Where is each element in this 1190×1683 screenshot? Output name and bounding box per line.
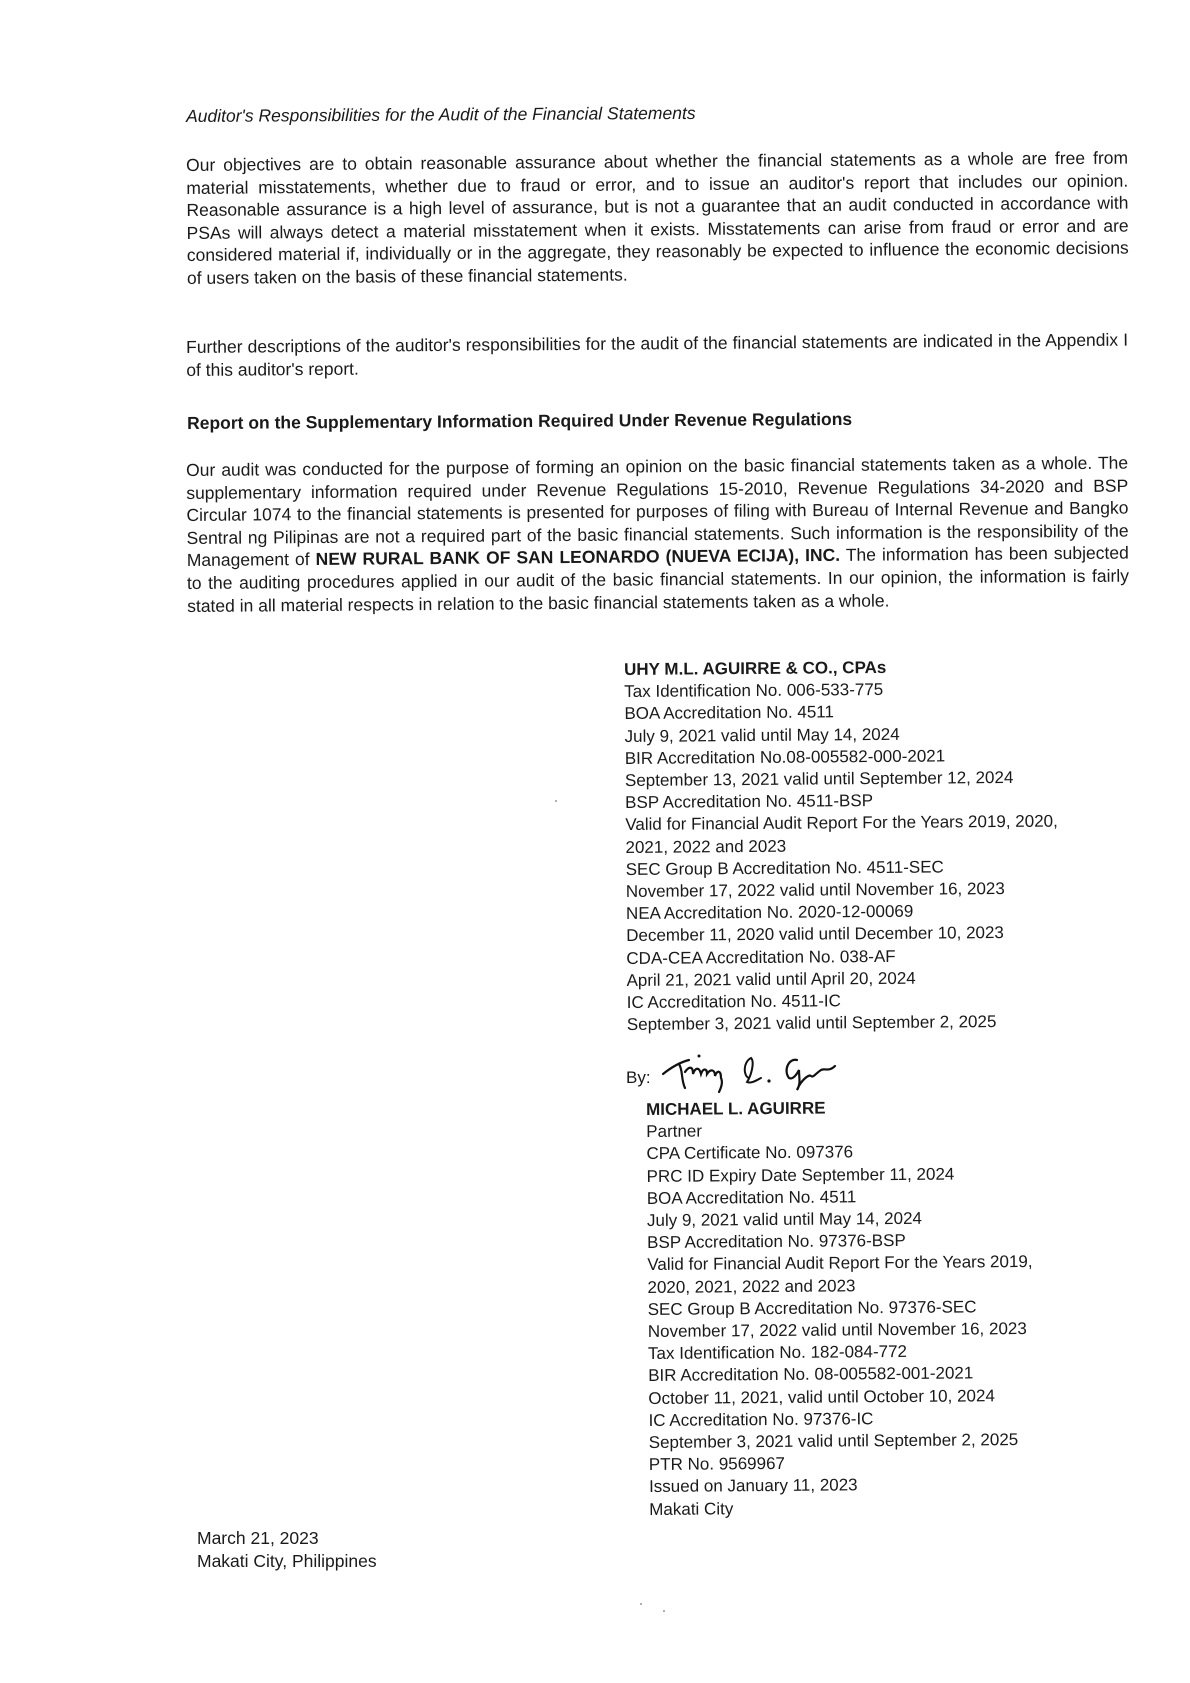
partner-line: Tax Identification No. 182-084-772 — [647, 1342, 908, 1364]
firm-line: 2021, 2022 and 2023 — [625, 836, 787, 857]
firm-line: September 13, 2021 valid until September 12, 2024 — [624, 767, 1014, 791]
partner-line: Makati City — [649, 1498, 734, 1519]
partner-line: CPA Certificate No. 097376 — [646, 1142, 854, 1164]
firm-line: IC Accreditation No. 4511-IC — [626, 991, 841, 1013]
by-label: By: — [626, 1068, 651, 1087]
firm-line: Valid for Financial Audit Report For the Years 2019, 2020, — [625, 812, 1058, 835]
firm-line: CDA-CEA Accreditation No. 038-AF — [626, 946, 896, 968]
firm-line: April 21, 2021 valid until April 20, 2024 — [626, 968, 916, 990]
further-descriptions-paragraph: Further descriptions of the auditor's responsibilities for the audit of the financial statements are indicated in the Appendix I of this auditor's report. — [186, 329, 1129, 380]
firm-line: NEA Accreditation No. 2020-12-00069 — [625, 901, 914, 924]
partner-line: PTR No. 9569967 — [648, 1454, 786, 1475]
paragraph-text-after: The information has been subjected to the auditing procedures applied in our audit of the basic financial statements. In our opinion, the information is fairly stated in all material respects in relation to the basic financial statements taken as a whole. — [186, 542, 1130, 616]
firm-line: September 3, 2021 valid until September 2, 2025 — [626, 1012, 997, 1035]
report-place: Makati City, Philippines — [197, 1551, 377, 1571]
partner-line: Partner — [646, 1121, 703, 1142]
partner-line: BSP Accreditation No. 97376-BSP — [647, 1231, 906, 1253]
partner-name: MICHAEL L. AGUIRRE — [646, 1098, 826, 1119]
partner-line: BOA Accreditation No. 4511 — [646, 1187, 857, 1208]
partner-line: Valid for Financial Audit Report For the Years 2019, — [647, 1252, 1033, 1275]
signature-icon — [659, 1048, 849, 1094]
report-date-block — [197, 1527, 377, 1573]
firm-line: July 9, 2021 valid until May 14, 2024 — [624, 724, 900, 746]
scan-speck — [663, 1610, 665, 1612]
partner-line: September 3, 2021 valid until September 2, 2025 — [648, 1430, 1019, 1453]
partner-line: 2020, 2021, 2022 and 2023 — [647, 1275, 856, 1297]
partner-line: IC Accreditation No. 97376-IC — [648, 1409, 874, 1430]
scan-speck — [640, 1603, 642, 1605]
scan-speck — [555, 800, 557, 802]
partner-line: October 11, 2021, valid until October 10, 2024 — [648, 1385, 995, 1408]
firm-line: November 17, 2022 valid until November 16, 2023 — [625, 879, 1005, 902]
firm-line: Tax Identification No. 006-533-775 — [624, 680, 884, 702]
firm-accreditation-block — [624, 656, 1059, 1037]
partner-line: July 9, 2021 valid until May 14, 2024 — [646, 1208, 923, 1231]
bank-name: NEW RURAL BANK OF SAN LEONARDO (NUEVA ECIJA), INC. — [315, 545, 841, 570]
firm-line: BIR Accreditation No.08-005582-000-2021 — [624, 746, 946, 768]
firm-line: BOA Accreditation No. 4511 — [624, 702, 834, 724]
partner-line: SEC Group B Accreditation No. 97376-SEC — [647, 1297, 977, 1319]
partner-line: November 17, 2022 valid until November 16, 2023 — [647, 1319, 1027, 1342]
paragraph-text-before: Our audit was conducted for the purpose of forming an opinion on the basic financial statements taken as a whole. The supplementary information required under Revenue Regulations 15-2010, Revenue Regulations 34-2020 and BSP Circular 1074 to the financial statements is presented for purposes of filing with Bureau of Internal Revenue and Bangko Sentral ng Pilipinas are not a required part of the basic financial statements. Such information is the responsibility of the Management of — [186, 452, 1129, 571]
signature-line — [626, 1048, 849, 1094]
supplementary-info-heading: Report on the Supplementary Information Required Under Revenue Regulations — [187, 408, 853, 433]
partner-line: BIR Accreditation No. 08-005582-001-2021 — [648, 1363, 974, 1386]
firm-line: SEC Group B Accreditation No. 4511-SEC — [625, 857, 944, 879]
partner-accreditation-block — [646, 1096, 1035, 1521]
supplementary-info-paragraph — [186, 452, 1129, 618]
firm-line: December 11, 2020 valid until December 10, 2023 — [626, 923, 1004, 946]
report-date: March 21, 2023 — [197, 1528, 319, 1548]
partner-line: Issued on January 11, 2023 — [648, 1475, 858, 1497]
auditor-responsibilities-heading: Auditor's Responsibilities for the Audit of the Financial Statements — [186, 102, 696, 126]
partner-line: PRC ID Expiry Date September 11, 2024 — [646, 1164, 955, 1186]
objectives-paragraph: Our objectives are to obtain reasonable assurance about whether the financial statements as a whole are free from material misstatements, whether due to fraud or error, and to issue an auditor's report that includes our opinion. Reasonable assurance is a high level of assurance, but is not a guarantee that an audit conducted in accordance with PSAs will always detect a material misstatement when it exists. Misstatements can arise from fraud or error and are considered material if, individually or in the aggregate, they reasonably be expected to influence the economic decisions of users taken on the basis of these financial statements. — [186, 147, 1129, 288]
firm-name: UHY M.L. AGUIRRE & CO., CPAs — [624, 657, 887, 679]
firm-line: BSP Accreditation No. 4511-BSP — [625, 791, 874, 813]
